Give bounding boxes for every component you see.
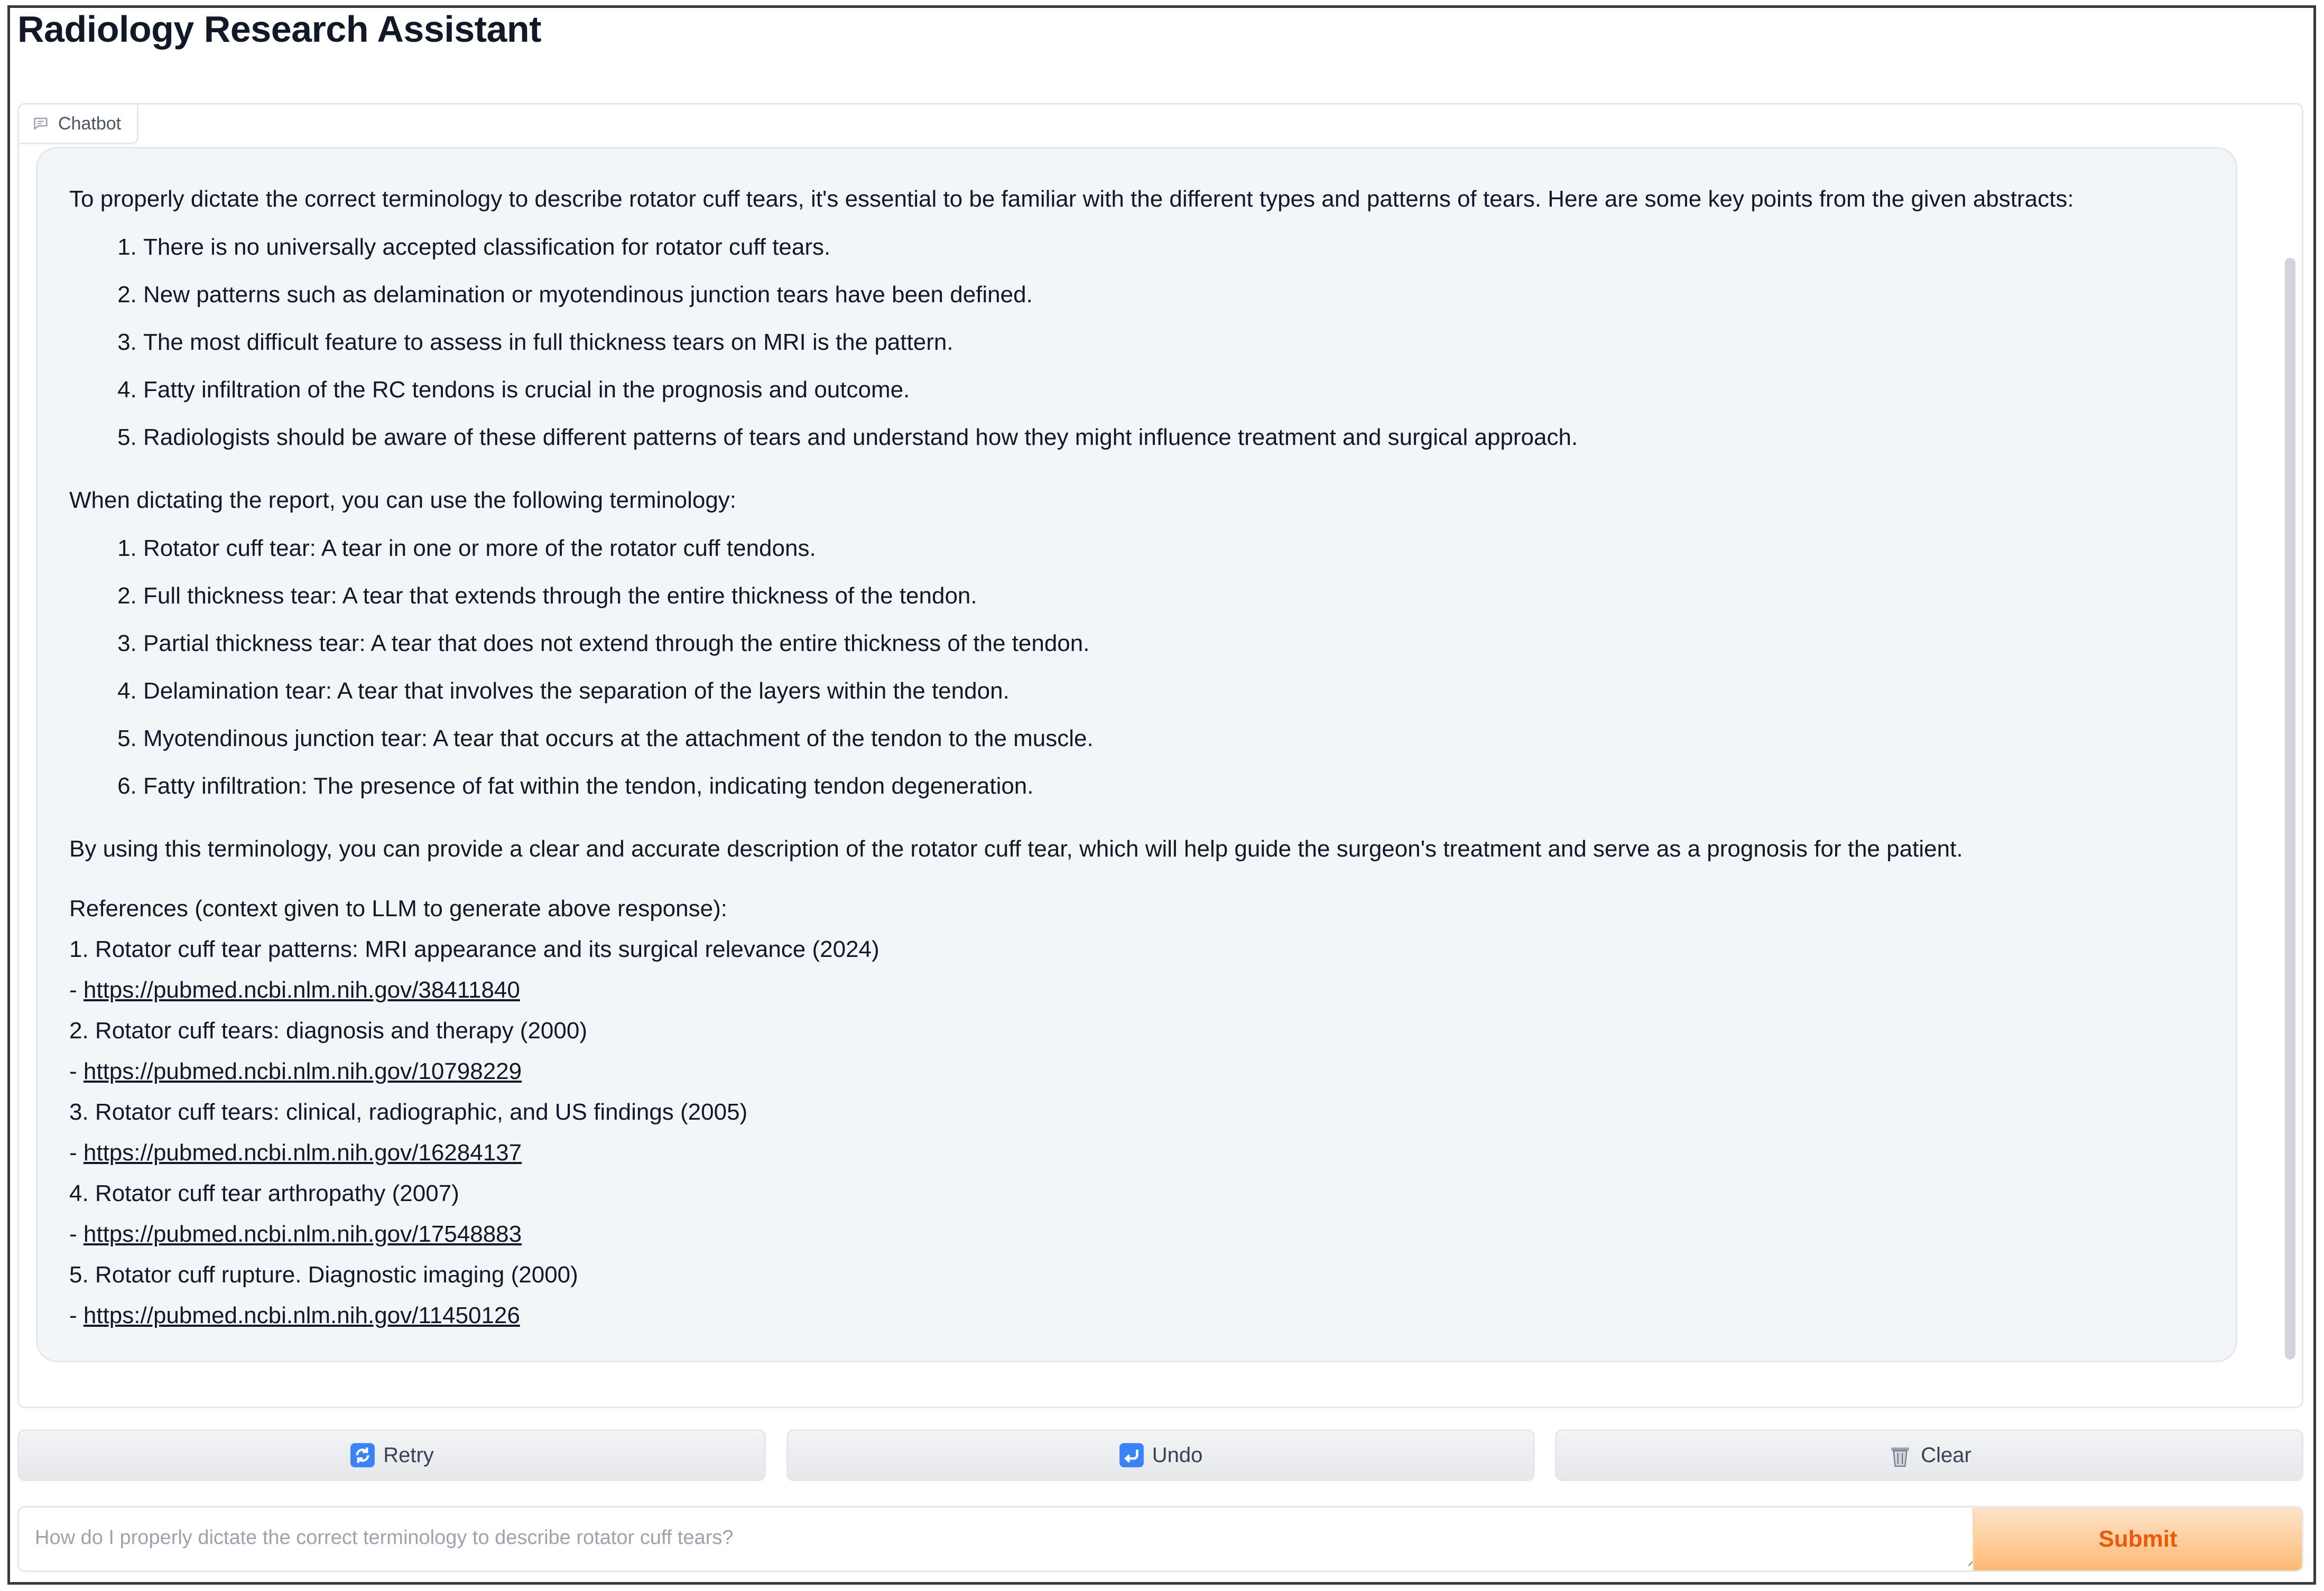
chat-scrollbar[interactable]: [2285, 258, 2295, 1360]
clear-label: Clear: [1921, 1443, 1971, 1467]
list-item: 6. Fatty infiltration: The presence of fat within the tendon, indicating tendon degeneration.: [143, 762, 2204, 810]
chatbot-panel: [17, 103, 2303, 1408]
link-prefix: -: [69, 1302, 84, 1328]
message-intro: To properly dictate the correct terminology to describe rotator cuff tears, it's essential to be familiar with the different types and patterns of tears. Here are some key points from the given abstracts:: [69, 186, 2074, 212]
reference-link[interactable]: https://pubmed.ncbi.nlm.nih.gov/17548883: [83, 1221, 522, 1247]
list-item: 3. Partial thickness tear: A tear that does not extend through the entire thickness of the tendon.: [143, 620, 2204, 667]
reference-link-row: [69, 1132, 2204, 1173]
terminology-intro: When dictating the report, you can use the following terminology:: [69, 487, 737, 513]
reference-link-row: [69, 1295, 2204, 1336]
reference-link[interactable]: https://pubmed.ncbi.nlm.nih.gov/10798229: [83, 1058, 522, 1084]
list-item: 1. Rotator cuff tear: A tear in one or more of the rotator cuff tendons.: [143, 525, 2204, 572]
retry-button[interactable]: [17, 1429, 766, 1481]
clear-button[interactable]: [1555, 1429, 2303, 1481]
action-button-row: [17, 1429, 2303, 1481]
message-conclusion: By using this terminology, you can provide a clear and accurate description of the rotator cuff tear, which will help guide the surgeon's treatment and serve as a prognosis for the patient.: [69, 836, 1963, 862]
references-heading: References (context given to LLM to generate above response):: [69, 896, 727, 922]
list-item: 1. There is no universally accepted classification for rotator cuff tears.: [143, 224, 2204, 271]
list-item: 2. New patterns such as delamination or myotendinous junction tears have been defined.: [143, 271, 2204, 319]
link-prefix: -: [69, 1221, 84, 1247]
terminology-list: [69, 525, 2204, 810]
app-window: [7, 5, 2316, 1585]
list-item: 2. Full thickness tear: A tear that extends through the entire thickness of the tendon.: [143, 572, 2204, 620]
list-item: 3. The most difficult feature to assess in full thickness tears on MRI is the pattern.: [143, 319, 2204, 366]
reference-link[interactable]: https://pubmed.ncbi.nlm.nih.gov/16284137: [83, 1140, 522, 1166]
list-item: 4. Fatty infiltration of the RC tendons is crucial in the prognosis and outcome.: [143, 366, 2204, 414]
chatbot-label-tab: [19, 105, 138, 144]
reference-title: 3. Rotator cuff tears: clinical, radiographic, and US findings (2005): [69, 1099, 748, 1125]
list-item: 4. Delamination tear: A tear that involves the separation of the layers within the tendon.: [143, 667, 2204, 715]
references-section: [69, 888, 2204, 1336]
reference-link-row: [69, 1051, 2204, 1092]
retry-label: Retry: [383, 1443, 434, 1467]
chatbot-label: Chatbot: [58, 113, 122, 134]
bot-message-bubble: [36, 147, 2237, 1362]
retry-icon: [349, 1442, 376, 1468]
link-prefix: -: [69, 977, 84, 1003]
submit-button[interactable]: Submit: [1973, 1508, 2302, 1570]
reference-title: 1. Rotator cuff tear patterns: MRI appearance and its surgical relevance (2024): [69, 936, 879, 962]
reference-title: 2. Rotator cuff tears: diagnosis and therapy (2000): [69, 1018, 587, 1044]
trash-icon: [1887, 1442, 1913, 1468]
reference-title: 4. Rotator cuff tear arthropathy (2007): [69, 1180, 459, 1206]
page-title: Radiology Research Assistant: [17, 8, 541, 50]
reference-link[interactable]: https://pubmed.ncbi.nlm.nih.gov/11450126: [83, 1302, 520, 1328]
chat-bubble-icon: [32, 115, 50, 133]
message-input[interactable]: [19, 1508, 1983, 1570]
key-points-list: [69, 224, 2204, 461]
list-item: 5. Radiologists should be aware of these different patterns of tears and understand how they might influence treatment and surgical approach.: [143, 414, 2204, 461]
reference-link-row: [69, 1214, 2204, 1254]
link-prefix: -: [69, 1140, 84, 1166]
reference-link-row: [69, 970, 2204, 1010]
undo-label: Undo: [1152, 1443, 1203, 1467]
undo-button[interactable]: [786, 1429, 1535, 1481]
message-input-row: [17, 1506, 2303, 1572]
reference-title: 5. Rotator cuff rupture. Diagnostic imaging (2000): [69, 1262, 578, 1288]
list-item: 5. Myotendinous junction tear: A tear that occurs at the attachment of the tendon to the muscle.: [143, 715, 2204, 762]
reference-link[interactable]: https://pubmed.ncbi.nlm.nih.gov/38411840: [83, 977, 520, 1003]
link-prefix: -: [69, 1058, 84, 1084]
undo-icon: [1118, 1442, 1145, 1468]
